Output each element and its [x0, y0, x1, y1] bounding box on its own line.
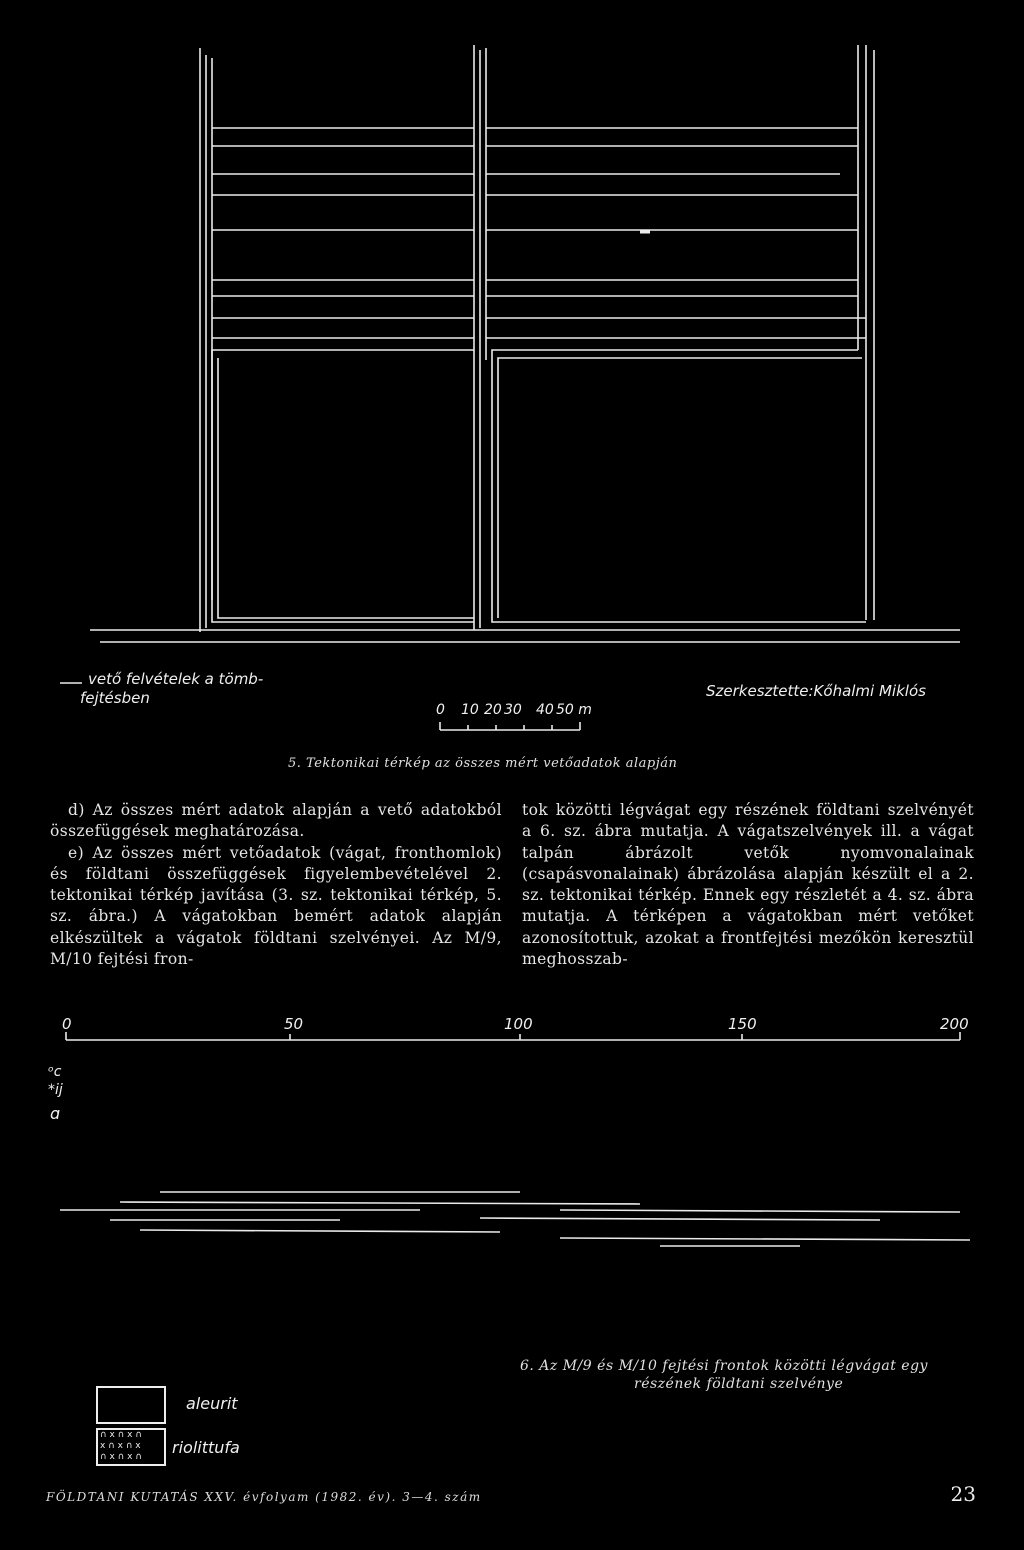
scale-label: 150: [728, 1015, 757, 1033]
side-mark: ᵒc: [48, 1064, 62, 1080]
paragraph-d: d) Az összes mért adatok alapján a vető adatokból összefüggések meghatározása.: [50, 801, 502, 841]
paragraph-continued: tok közötti légvágat egy részének földtani szelvényét a 6. sz. ábra mutatja. A vágatszelvények ill. a vágat talpán ábrázolt vetők nyomvonalainak (csapásvonalainak) ábrázolása alapján készült el a 2. sz. tektonikai térkép. Ennek egy részletét a 4. sz. ábra mutatja. A térképen a vágatokban mért vetőket azonosítottuk, azokat a frontfejtési mezőkön keresztül meghosszab-: [522, 801, 974, 969]
tectonic-map: [0, 0, 1024, 760]
scale-label: 0: [62, 1015, 72, 1033]
fig5-caption: 5. Tektonikai térkép az összes mért vetőadatok alapján: [288, 756, 678, 771]
scale-label: 0: [436, 702, 445, 718]
fig5-editor: Szerkesztette:Kőhalmi Miklós: [706, 682, 926, 700]
geological-section: [0, 1010, 1024, 1370]
paragraph-e: e) Az összes mért vetőadatok (vágat, fronthomlok) és földtani összefüggések figyelembevételével 2. tektonikai térkép javítása (3. sz. tektonikai térkép, 5. sz. ábra.) A vágatokban bemért adatok alapján elkészültek a vágatok földtani szelvényei. Az M/9, M/10 fejtési fron-: [50, 843, 502, 969]
side-mark: ɑ: [50, 1104, 61, 1123]
scale-label: 100: [504, 1015, 533, 1033]
scale-label: 10: [461, 702, 479, 718]
page-number: 23: [950, 1482, 976, 1506]
fig5-legend-line2: fejtésben: [80, 689, 150, 707]
hatch-row: ∩ x ∩ x ∩: [100, 1430, 142, 1440]
journal-footer: FÖLDTANI KUTATÁS XXV. évfolyam (1982. év). 3—4. szám: [46, 1490, 482, 1504]
fig5-legend-line1: vető felvételek a tömb-: [88, 670, 264, 688]
hatch-row: x ∩ x ∩ x: [100, 1441, 141, 1451]
scale-label: 40: [536, 702, 554, 718]
body-right-column: [522, 800, 974, 970]
scale-label: 30: [504, 702, 522, 718]
scale-label: 200: [940, 1015, 969, 1033]
legend-swatch-aleurit: [96, 1386, 166, 1424]
scale-label: 20: [484, 702, 502, 718]
body-left-column: [50, 800, 502, 970]
scale-label: 50: [284, 1015, 304, 1033]
side-mark: *ij: [48, 1082, 63, 1098]
fig6-caption-line2: részének földtani szelvénye: [634, 1376, 844, 1392]
legend-swatch-riolittufa: [96, 1428, 166, 1466]
legend-label-aleurit: aleurit: [186, 1394, 238, 1413]
hatch-row: ∩ x ∩ x ∩: [100, 1452, 142, 1462]
scale-label: 50 m: [556, 702, 592, 718]
legend-label-riolittufa: riolittufa: [172, 1438, 240, 1457]
fig6-caption-line1: 6. Az M/9 és M/10 fejtési frontok közötti légvágat egy: [520, 1358, 928, 1374]
